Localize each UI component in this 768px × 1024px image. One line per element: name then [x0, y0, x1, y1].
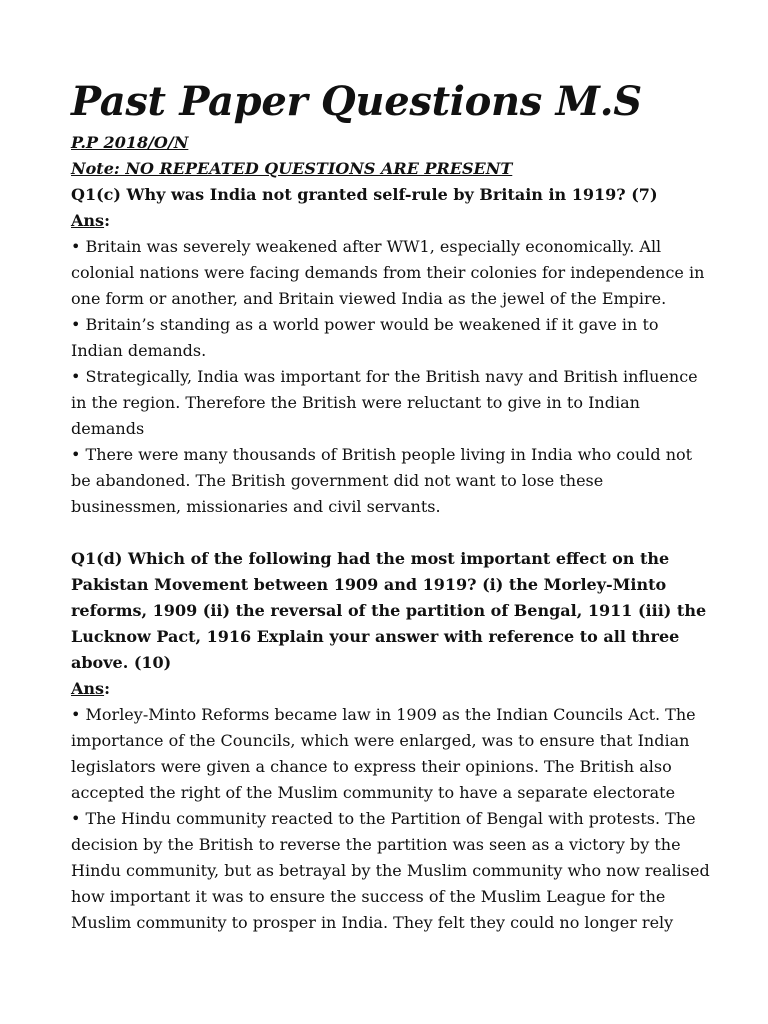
question-text: Q1(c) Why was India not granted self-rule by Britain in 1919? (7) [71, 185, 658, 204]
answer-bullet: • Strategically, India was important for the British navy and British influence in the region. Therefore the British were reluctant to give in to Indian demands [71, 367, 698, 438]
page-title: Past Paper Questions M.S [71, 78, 642, 125]
answer-label: Ans: [71, 211, 110, 230]
answer-label: Ans: [71, 679, 110, 698]
question-text: Q1(d) Which of the following had the most important effect on the Pakistan Movement between 1909 and 1919? (i) the Morley-Minto reforms, 1909 (ii) the reversal of the partition of Bengal, 1911 (iii) the Lucknow Pact, 1916 Explain your answer with reference to all three above. (10) [71, 549, 707, 672]
answer-bullet: • The Hindu community reacted to the Partition of Bengal with protests. The decision by the British to reverse the partition was seen as a victory by the Hindu community, but as betrayal by the Muslim community who now realised how important it was to ensure the success of the Muslim League for the Muslim community to prosper in India. They felt they could no longer rely [71, 809, 710, 932]
section-spacer [71, 520, 711, 546]
answer-bullet: • There were many thousands of British people living in India who could not be abandoned. The British government did not want to lose these businessmen, missionaries and civil servants. [71, 445, 693, 516]
question-block-q1d [71, 546, 711, 936]
answer-bullet: • Morley-Minto Reforms became law in 1909 as the Indian Councils Act. The importance of the Councils, which were enlarged, was to ensure that Indian legislators were given a chance to express their opinions. The British also accepted the right of the Muslim community to have a separate electorate [71, 705, 696, 802]
answer-bullet: • Britain was severely weakened after WW1, especially economically. All colonial nations were facing demands from their colonies for independence in one form or another, and Britain viewed India as the jewel of the Empire. [71, 237, 705, 308]
document-page [71, 78, 711, 936]
question-block-q1c [71, 182, 711, 520]
note-line: Note: NO REPEATED QUESTIONS ARE PRESENT [71, 159, 513, 178]
paper-reference: P.P 2018/O/N [71, 133, 189, 152]
answer-bullet: • Britain’s standing as a world power would be weakened if it gave in to Indian demands. [71, 315, 659, 360]
